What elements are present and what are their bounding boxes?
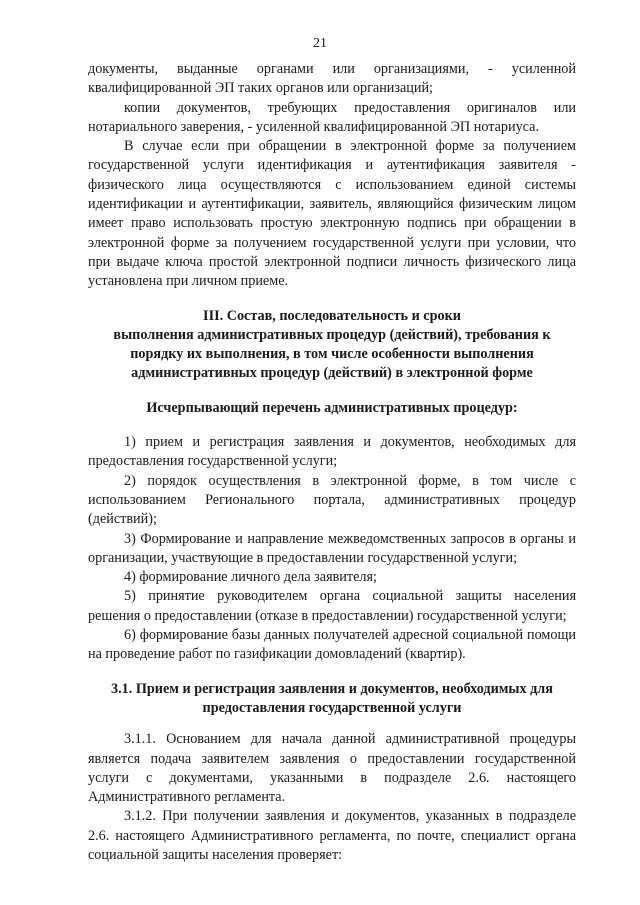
procedure-item-2: 2) порядок осуществления в электронной форме, в том числе с использованием Регионального портала, административных процедур (действий);	[88, 472, 576, 528]
procedure-item-5: 5) принятие руководителем органа социальной защиты населения решения о предоставлении (отказе в предоставлении) государственной услуги;	[88, 588, 576, 624]
section-heading-line-2: выполнения административных процедур (действий), требования к порядку их выполнения, в том числе особенности выполнения административных процедур (действий) в электронной форме	[113, 326, 551, 382]
page-number: 21	[313, 36, 327, 51]
section-heading-line-1: III. Состав, последовательность и сроки	[203, 307, 461, 324]
intro-paragraph-3: В случае если при обращении в электронной форме за получением государственной услуги идентификация и аутентификация заявителя - физического лица осуществляются с использованием единой системы идентификации и аутентификации, заявитель, являющийся физическим лицом имеет право использовать простую электронную подпись при обращении в электронной форме за получением государственной услуги при условии, что при выдаче ключа простой электронной подписи личность физического лица установлена при личном приеме.	[88, 138, 576, 290]
procedure-item-1: 1) прием и регистрация заявления и документов, необходимых для предоставления государственной услуги;	[88, 434, 576, 470]
procedure-item-6: 6) формирование базы данных получателей адресной социальной помощи на проведение работ по газификации домовладений (квартир).	[88, 627, 576, 663]
paragraph-3-1-2: 3.1.2. При получении заявления и документов, указанных в подразделе 2.6. настоящего Административного регламента, по почте, специалист органа социальной защиты населения проверяет:	[88, 808, 576, 863]
document-body	[88, 60, 576, 865]
procedure-item-3: 3) Формирование и направление межведомственных запросов в органы и организации, участвующие в предоставлении государственной услуги;	[88, 530, 576, 566]
paragraph-3-1-1: 3.1.1. Основанием для начала данной административной процедуры является подача заявителем заявления о предоставлении государственной услуги с документами, указанными в подразделе 2.6. настоящего Административного регламента.	[88, 731, 576, 806]
list-heading: Исчерпывающий перечень административных процедур:	[146, 399, 518, 416]
intro-paragraph-2: копии документов, требующих предоставления оригиналов или нотариального заверения, - усиленной квалифицированной ЭП нотариуса.	[88, 99, 576, 135]
subsection-heading: 3.1. Прием и регистрация заявления и документов, необходимых для предоставления государственной услуги	[111, 680, 553, 716]
procedure-item-4: 4) формирование личного дела заявителя;	[124, 569, 377, 586]
intro-paragraph-1: документы, выданные органами или организациями, - усиленной квалифицированной ЭП таких органов или организаций;	[88, 61, 576, 97]
